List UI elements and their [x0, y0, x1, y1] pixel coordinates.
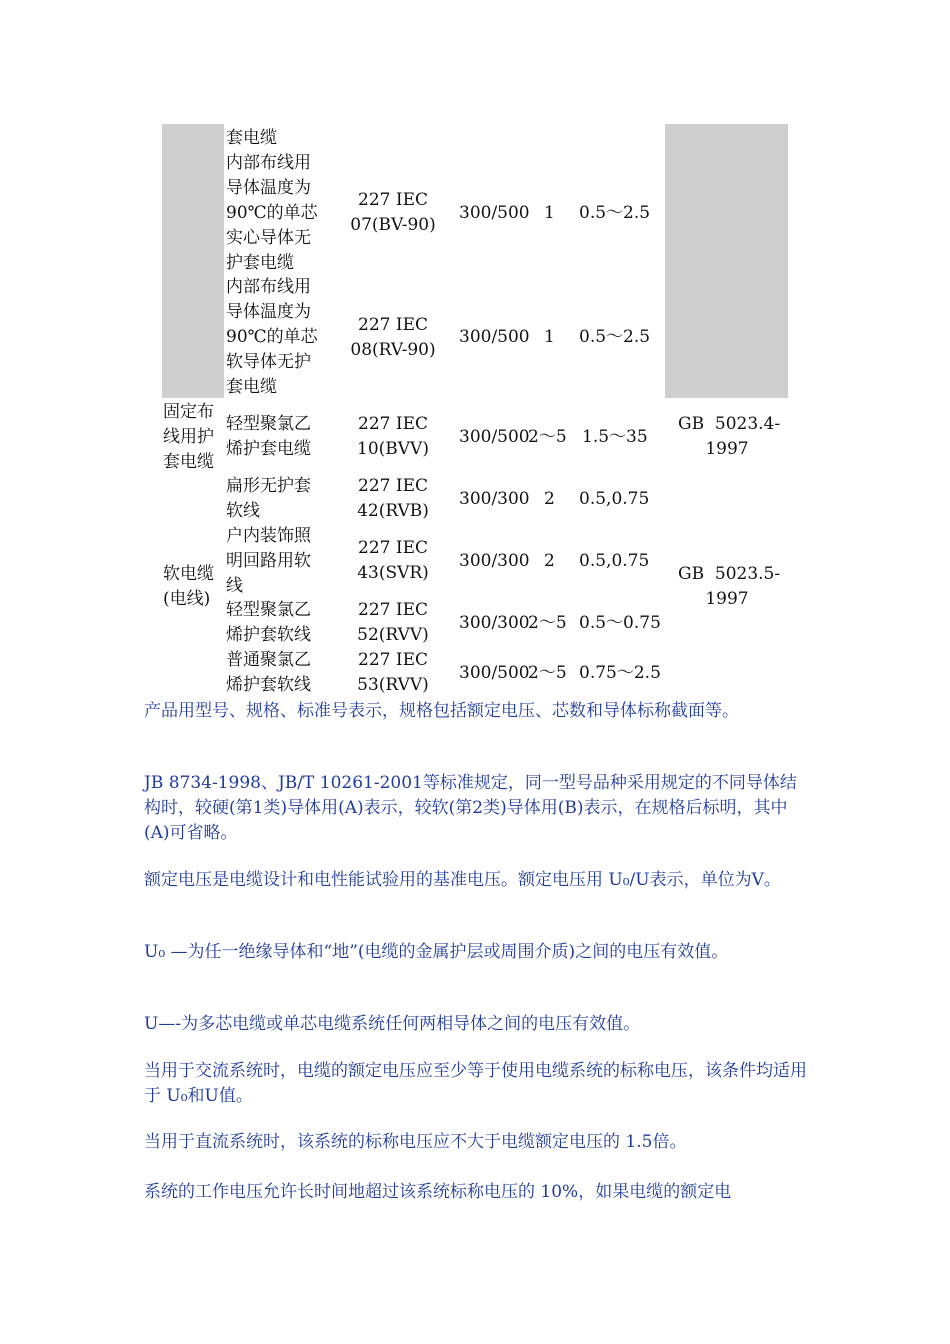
cross-section: 1.5～35 [582, 427, 648, 447]
core-count: 2～5 [528, 663, 567, 683]
paragraph: 当用于交流系统时，电缆的额定电压应至少等于使用电缆系统的标称电压，该条件均适用于 U₀和U值。 [144, 1061, 807, 1106]
cable-model: 227 IEC 42(RVB) [357, 476, 429, 521]
category-label: 固定布 线用护 套电缆 [163, 402, 214, 472]
cable-name: 套电缆 内部布线用 导体温度为 90℃的单芯 实心导体无 护套电缆 [226, 128, 318, 273]
standard-number: GB 5023.4- 1997 [678, 414, 781, 459]
cross-section: 0.5,0.75 [579, 489, 650, 509]
cross-section: 0.5,0.75 [579, 551, 650, 571]
paragraph: 额定电压是电缆设计和电性能试验用的基准电压。额定电压用 U₀/U表示，单位为V。 [144, 870, 781, 890]
rated-voltage: 300/300 [459, 551, 530, 571]
cable-model: 227 IEC 43(SVR) [357, 538, 429, 583]
core-count: 2～5 [528, 427, 567, 447]
paragraph: 系统的工作电压允许长时间地超过该系统标称电压的 10%，如果电缆的额定电 [144, 1182, 732, 1202]
core-count: 1 [544, 203, 555, 223]
paragraph: U₀ —为任一绝缘导体和“地”(电缆的金属护层或周围介质)之间的电压有效值。 [144, 942, 729, 962]
cable-name: 扁形无护套 软线 [226, 476, 311, 521]
cable-model: 227 IEC 08(RV-90) [350, 315, 436, 360]
rated-voltage: 300/300 [459, 613, 530, 633]
rated-voltage: 300/500 [459, 663, 530, 683]
cable-model: 227 IEC 52(RVV) [357, 600, 429, 645]
rated-voltage: 300/300 [459, 489, 530, 509]
cross-section: 0.5～2.5 [579, 203, 651, 223]
cross-section: 0.5～0.75 [579, 613, 661, 633]
cable-name: 轻型聚氯乙 烯护套软线 [226, 600, 311, 645]
rated-voltage: 300/500 [459, 327, 530, 347]
paragraph: 产品用型号、规格、标准号表示，规格包括额定电压、芯数和导体标称截面等。 [144, 701, 739, 721]
category-label: 软电缆 (电线) [163, 564, 214, 609]
cross-section: 0.75～2.5 [579, 663, 661, 683]
rated-voltage: 300/500 [459, 203, 530, 223]
cable-name: 内部布线用 导体温度为 90℃的单芯 软导体无护 套电缆 [226, 277, 318, 397]
paragraph: 当用于直流系统时，该系统的标称电压应不大于电缆额定电压的 1.5倍。 [144, 1132, 687, 1152]
paragraph: U—-为多芯电缆或单芯电缆系统任何两相导体之间的电压有效值。 [144, 1014, 641, 1034]
standard-number: GB 5023.5- 1997 [678, 564, 781, 609]
shaded-standard-cell [665, 124, 788, 398]
cable-model: 227 IEC 53(RVV) [357, 650, 429, 695]
cable-model: 227 IEC 10(BVV) [357, 414, 429, 459]
core-count: 2 [544, 551, 555, 571]
cable-name: 普通聚氯乙 烯护套软线 [226, 650, 311, 695]
cable-model: 227 IEC 07(BV-90) [350, 190, 436, 235]
cross-section: 0.5～2.5 [579, 327, 651, 347]
paragraph: JB 8734-1998、JB/T 10261-2001等标准规定，同一型号品种采用规定的不同导体结构时，较硬(第1类)导体用(A)表示，较软(第2类)导体用(B)表示，在规格后标明，其中(A)可省略。 [144, 773, 797, 843]
core-count: 2 [544, 489, 555, 509]
core-count: 2～5 [528, 613, 567, 633]
rated-voltage: 300/500 [459, 427, 530, 447]
cable-name: 轻型聚氯乙 烯护套电缆 [226, 414, 311, 459]
cable-name: 户内装饰照 明回路用软 线 [226, 526, 311, 596]
shaded-category-cell [162, 124, 224, 398]
core-count: 1 [544, 327, 555, 347]
